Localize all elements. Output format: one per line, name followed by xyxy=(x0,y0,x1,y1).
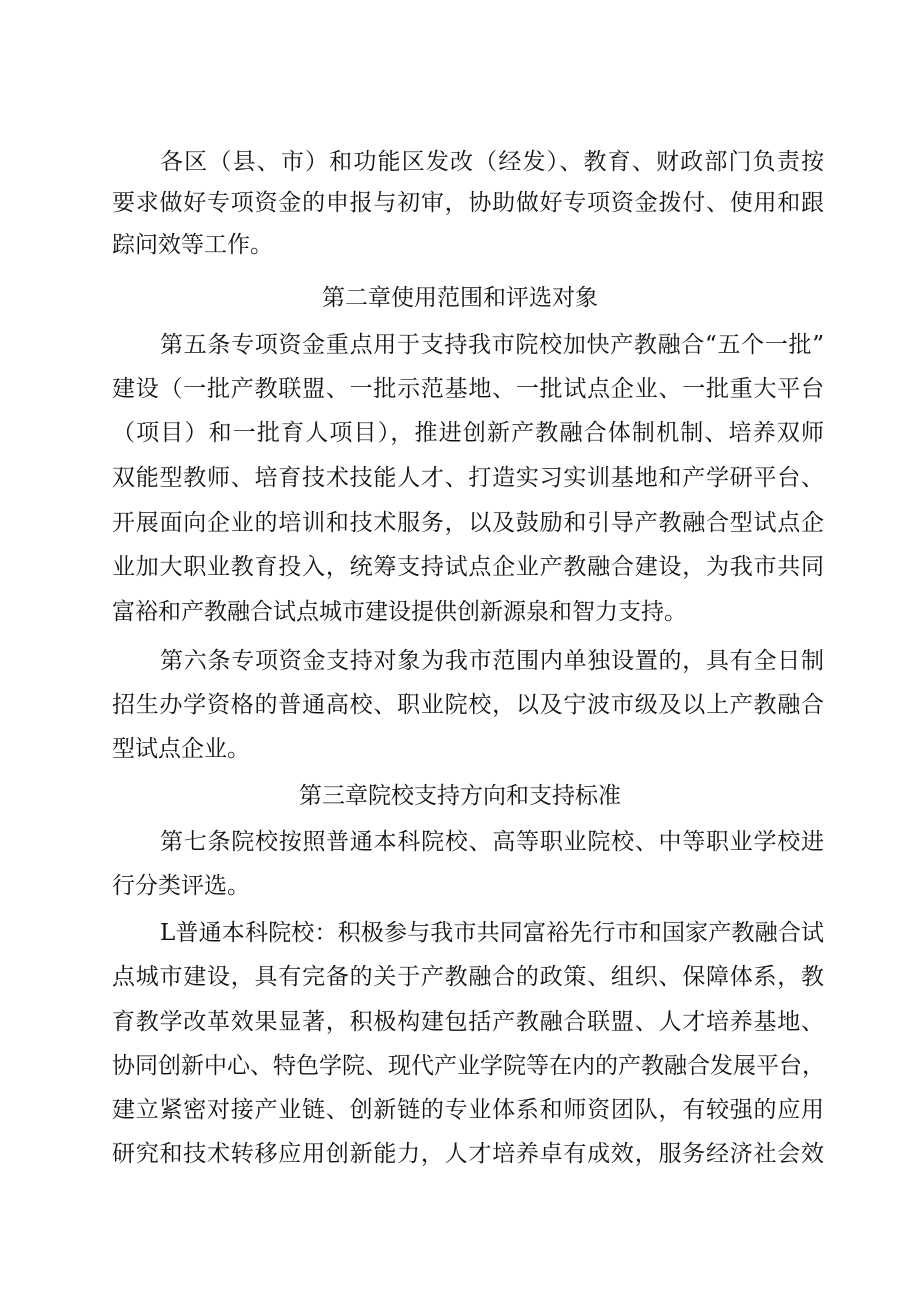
article-5-line-1: 第五条专项资金重点用于支持我市院校加快产教融合“五个一批” xyxy=(160,332,824,358)
article-6-line-2: 招生办学资格的普通高校、职业院校，以及宁波市级及以上产教融合 xyxy=(112,692,824,718)
paragraph-1-line-1: 各区（县、市）和功能区发改（经发）、教育、财政部门负责按 xyxy=(160,149,824,175)
article-5-line-2: 建设（一批产教联盟、一批示范基地、一批试点企业、一批重大平台 xyxy=(112,376,824,402)
article-7-line-1: 第七条院校按照普通本科院校、高等职业院校、中等职业学校进 xyxy=(160,829,824,855)
item-1-line-5: 建立紧密对接产业链、创新链的专业体系和师资团队，有较强的应用 xyxy=(112,1097,824,1123)
item-1-line-1: L普通本科院校：积极参与我市共同富裕先行市和国家产教融合试 xyxy=(160,920,824,946)
paragraph-1-line-3: 踪问效等工作。 xyxy=(112,232,273,258)
article-5-line-6: 业加大职业教育投入，统筹支持试点企业产教融合建设，为我市共同 xyxy=(112,554,824,580)
article-5-line-3: （项目）和一批育人项目），推进创新产教融合体制机制、培养双师 xyxy=(112,420,824,446)
item-1-line-2: 点城市建设，具有完备的关于产教融合的政策、组织、保障体系，教 xyxy=(112,964,824,990)
article-5-line-4: 双能型教师、培育技术技能人才、打造实习实训基地和产学研平台、 xyxy=(112,465,824,491)
item-1-line-3: 育教学改革效果显著，积极构建包括产教融合联盟、人才培养基地、 xyxy=(112,1009,824,1035)
item-1-line-6: 研究和技术转移应用创新能力，人才培养卓有成效，服务经济社会效 xyxy=(112,1141,824,1167)
item-1-line-4: 协同创新中心、特色学院、现代产业学院等在内的产教融合发展平台， xyxy=(112,1053,825,1079)
article-5-line-7: 富裕和产教融合试点城市建设提供创新源泉和智力支持。 xyxy=(112,599,687,625)
paragraph-1-line-2: 要求做好专项资金的申报与初审，协助做好专项资金拨付、使用和跟 xyxy=(112,190,824,216)
chapter-3-heading: 第三章院校支持方向和支持标准 xyxy=(299,783,621,809)
article-6-line-1: 第六条专项资金支持对象为我市范围内单独设置的，具有全日制 xyxy=(160,648,824,674)
chapter-2-heading: 第二章使用范围和评选对象 xyxy=(322,285,598,311)
article-5-line-5: 开展面向企业的培训和技术服务，以及鼓励和引导产教融合型试点企 xyxy=(112,510,824,536)
article-7-line-2: 行分类评选。 xyxy=(112,873,250,899)
article-6-line-3: 型试点企业。 xyxy=(112,736,250,762)
